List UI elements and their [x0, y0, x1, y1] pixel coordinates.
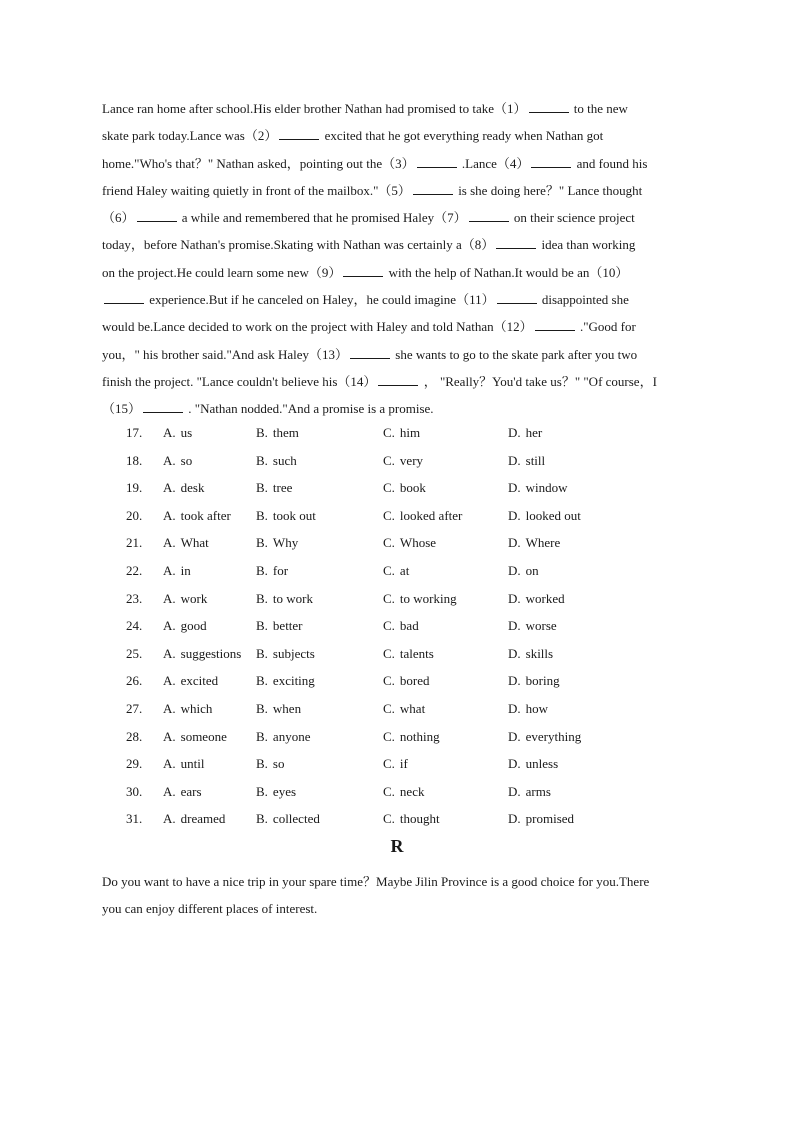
option-c — [383, 778, 424, 806]
question-number: 23. — [126, 590, 143, 606]
option-letter: C. — [383, 756, 395, 772]
question-row — [0, 502, 794, 530]
option-letter: B. — [256, 756, 268, 772]
option-text: Why — [272, 535, 299, 551]
option-letter: A. — [163, 811, 176, 827]
option-text: boring — [525, 673, 560, 689]
option-letter: A. — [163, 756, 176, 772]
option-d — [508, 557, 539, 585]
option-d — [508, 723, 581, 751]
option-letter: D. — [508, 618, 521, 634]
option-c — [383, 447, 423, 475]
answer-blank — [350, 346, 390, 359]
option-letter: C. — [383, 728, 395, 744]
option-text: looked out — [525, 507, 581, 523]
option-a — [163, 474, 204, 502]
option-text: when — [272, 700, 302, 716]
option-letter: B. — [256, 645, 268, 661]
option-letter: C. — [383, 783, 395, 799]
question-row — [0, 474, 794, 502]
option-text: worse — [525, 618, 557, 634]
option-text: such — [272, 452, 297, 468]
option-c — [383, 502, 462, 530]
option-c — [383, 474, 426, 502]
passage-text: you，" his brother said."And ask Haley（13） — [102, 346, 349, 362]
question-number: 28. — [126, 728, 143, 744]
option-letter: A. — [163, 618, 176, 634]
option-c — [383, 723, 440, 751]
option-text: excited — [180, 673, 219, 689]
option-letter: D. — [508, 783, 521, 799]
option-letter: A. — [163, 425, 176, 440]
answer-blank — [496, 236, 536, 249]
option-letter: B. — [256, 728, 268, 744]
passage-text: .Lance（4） — [458, 155, 530, 171]
option-b — [256, 640, 315, 668]
option-text: ears — [180, 783, 202, 799]
passage-text: ."Good for — [576, 319, 636, 335]
option-a — [163, 447, 192, 475]
passage-line — [102, 231, 712, 258]
option-d — [508, 805, 574, 833]
question-row — [0, 529, 794, 557]
passage-text: finish the project. "Lance couldn't believe his（14） — [102, 373, 377, 389]
option-letter: C. — [383, 645, 395, 661]
answer-blank — [535, 318, 575, 331]
option-letter: A. — [163, 562, 176, 578]
passage-text: disappointed she — [538, 292, 629, 308]
option-c — [383, 805, 440, 833]
option-c — [383, 695, 425, 723]
option-letter: B. — [256, 783, 268, 799]
option-letter: A. — [163, 452, 176, 468]
option-letter: A. — [163, 728, 176, 744]
option-c — [383, 612, 419, 640]
option-text: thought — [399, 811, 440, 827]
option-text: Where — [525, 535, 561, 551]
option-b — [256, 778, 296, 806]
option-a — [163, 585, 207, 613]
section-title: R — [390, 836, 404, 856]
option-letter: A. — [163, 783, 176, 799]
option-d — [508, 419, 542, 447]
option-d — [508, 778, 551, 806]
option-b — [256, 447, 297, 475]
question-number: 24. — [126, 618, 143, 634]
option-letter: D. — [508, 756, 521, 772]
option-letter: C. — [383, 507, 395, 523]
option-text: bad — [399, 618, 419, 634]
answer-blank — [417, 155, 457, 168]
option-text: what — [399, 700, 426, 716]
option-letter: B. — [256, 700, 268, 716]
option-letter: A. — [163, 700, 176, 716]
option-b — [256, 557, 288, 585]
option-a — [163, 695, 212, 723]
option-b — [256, 529, 298, 557]
passage-text: idea than working — [538, 237, 636, 253]
option-a — [163, 778, 202, 806]
option-letter: B. — [256, 425, 268, 440]
option-a — [163, 805, 225, 833]
option-d — [508, 695, 548, 723]
option-letter: A. — [163, 673, 176, 689]
option-text: in — [180, 562, 191, 578]
option-text: subjects — [272, 645, 315, 661]
option-text: tree — [272, 480, 293, 496]
option-letter: D. — [508, 645, 521, 661]
option-c — [383, 557, 409, 585]
option-letter: C. — [383, 480, 395, 496]
option-text: us — [180, 425, 193, 440]
option-a — [163, 557, 191, 585]
option-c — [383, 640, 434, 668]
passage-text: （15） — [102, 401, 142, 417]
option-text: someone — [180, 728, 227, 744]
option-text: took out — [272, 507, 316, 523]
option-a — [163, 502, 231, 530]
option-d — [508, 474, 568, 502]
answer-blank — [279, 127, 319, 140]
option-letter: A. — [163, 645, 176, 661]
option-text: Whose — [399, 535, 437, 551]
passage-line — [102, 95, 712, 122]
question-number: 26. — [126, 673, 143, 689]
option-letter: D. — [508, 562, 521, 578]
option-text: promised — [525, 811, 575, 827]
passage-line — [102, 341, 712, 368]
passage-line — [102, 150, 712, 177]
option-text: good — [180, 618, 207, 634]
option-letter: A. — [163, 535, 176, 551]
passage-line: you can enjoy different places of interest. — [102, 901, 318, 917]
option-letter: C. — [383, 562, 395, 578]
passage-text: would be.Lance decided to work on the project with Haley and told Nathan（12） — [102, 319, 533, 335]
passage-text: home."Who's that？" Nathan asked，pointing out the（3） — [102, 155, 415, 171]
option-letter: C. — [383, 811, 395, 827]
option-text: at — [399, 562, 410, 578]
option-text: talents — [399, 645, 434, 661]
option-text: unless — [525, 756, 559, 772]
option-letter: B. — [256, 673, 268, 689]
passage-text: on their science project — [510, 210, 635, 226]
passage-line — [102, 368, 712, 395]
option-b — [256, 695, 301, 723]
option-d — [508, 667, 560, 695]
option-text: arms — [525, 783, 551, 799]
option-d — [508, 502, 581, 530]
passage-line: Do you want to have a nice trip in your spare time？Maybe Jilin Province is a good choice for you.There — [102, 874, 650, 889]
passage-text: experience.But if he canceled on Haley，he could imagine（11） — [146, 292, 495, 308]
question-number: 18. — [126, 452, 143, 468]
option-letter: A. — [163, 480, 176, 496]
option-text: if — [399, 756, 408, 772]
question-row — [0, 805, 794, 833]
option-text: which — [180, 700, 213, 716]
option-letter: C. — [383, 425, 395, 440]
question-row — [0, 778, 794, 806]
passage-line — [102, 313, 712, 340]
passage-text: and found his — [573, 155, 648, 171]
option-a — [163, 750, 204, 778]
passage-text: skate park today.Lance was（2） — [102, 128, 278, 144]
answer-blank — [497, 291, 537, 304]
answer-blank — [378, 373, 418, 386]
passage-line — [102, 259, 712, 286]
option-b — [256, 805, 320, 833]
option-text: eyes — [272, 783, 297, 799]
passage-text: on the project.He could learn some new（9） — [102, 264, 342, 280]
option-text: What — [180, 535, 209, 551]
option-b — [256, 419, 299, 447]
option-a — [163, 723, 227, 751]
option-letter: D. — [508, 452, 521, 468]
reading-passage-intro — [102, 868, 712, 923]
option-text: still — [525, 452, 546, 468]
option-letter: B. — [256, 507, 268, 523]
option-letter: C. — [383, 673, 395, 689]
option-text: skills — [525, 645, 554, 661]
option-text: him — [399, 425, 421, 440]
question-number: 31. — [126, 811, 143, 827]
option-letter: D. — [508, 590, 521, 606]
option-text: collected — [272, 811, 320, 827]
option-text: better — [272, 618, 303, 634]
option-b — [256, 474, 292, 502]
option-c — [383, 419, 420, 447]
option-a — [163, 529, 209, 557]
option-letter: D. — [508, 480, 521, 496]
option-d — [508, 750, 558, 778]
option-letter: C. — [383, 700, 395, 716]
passage-line — [102, 286, 712, 313]
passage-text: Lance ran home after school.His elder brother Nathan had promised to take（1） — [102, 101, 527, 116]
answer-blank — [104, 291, 144, 304]
option-letter: B. — [256, 535, 268, 551]
option-text: on — [525, 562, 539, 578]
option-letter: D. — [508, 425, 521, 440]
option-text: looked after — [399, 507, 463, 523]
option-text: them — [272, 425, 299, 440]
option-c — [383, 667, 430, 695]
passage-line — [102, 122, 712, 149]
option-letter: D. — [508, 673, 521, 689]
option-text: work — [180, 590, 208, 606]
option-text: took after — [180, 507, 231, 523]
option-b — [256, 585, 313, 613]
passage-line — [102, 177, 712, 204]
passage-text: . "Nathan nodded."And a promise is a promise. — [185, 401, 434, 417]
question-number: 19. — [126, 480, 143, 496]
passage-text: a while and remembered that he promised Haley（7） — [178, 210, 467, 226]
question-number: 29. — [126, 756, 143, 772]
option-d — [508, 585, 565, 613]
option-letter: B. — [256, 562, 268, 578]
option-letter: B. — [256, 452, 268, 468]
option-b — [256, 723, 310, 751]
option-d — [508, 447, 545, 475]
passage-text: friend Haley waiting quietly in front of the mailbox."（5） — [102, 182, 411, 198]
answer-blank — [143, 400, 183, 413]
option-c — [383, 750, 408, 778]
option-letter: D. — [508, 507, 521, 523]
answer-blank — [343, 264, 383, 277]
passage-text: today，before Nathan's promise.Skating with Nathan was certainly a（8） — [102, 237, 495, 253]
option-text: desk — [180, 480, 205, 496]
option-text: for — [272, 562, 289, 578]
question-row — [0, 447, 794, 475]
question-options-list — [0, 419, 794, 833]
option-text: so — [180, 452, 193, 468]
option-text: dreamed — [180, 811, 226, 827]
option-letter: B. — [256, 480, 268, 496]
option-text: exciting — [272, 673, 315, 689]
question-number: 30. — [126, 783, 143, 799]
cloze-passage — [102, 95, 712, 423]
option-text: nothing — [399, 728, 440, 744]
option-letter: C. — [383, 590, 395, 606]
question-row — [0, 640, 794, 668]
option-letter: C. — [383, 618, 395, 634]
passage-text: （6） — [102, 210, 135, 226]
option-b — [256, 667, 315, 695]
question-row — [0, 695, 794, 723]
option-letter: C. — [383, 535, 395, 551]
question-row — [0, 585, 794, 613]
option-letter: B. — [256, 811, 268, 827]
option-b — [256, 750, 284, 778]
question-row — [0, 419, 794, 447]
question-row — [0, 557, 794, 585]
passage-line — [102, 204, 712, 231]
answer-blank — [469, 209, 509, 222]
option-text: how — [525, 700, 549, 716]
answer-blank — [531, 155, 571, 168]
option-text: so — [272, 756, 285, 772]
option-text: neck — [399, 783, 425, 799]
passage-text: she wants to go to the skate park after you two — [392, 346, 638, 362]
option-letter: A. — [163, 507, 176, 523]
question-row — [0, 723, 794, 751]
option-letter: D. — [508, 811, 521, 827]
option-text: anyone — [272, 728, 311, 744]
passage-text: excited that he got everything ready when Nathan got — [321, 128, 604, 144]
question-row — [0, 750, 794, 778]
answer-blank — [137, 209, 177, 222]
passage-text: ， "Really？You'd take us？" "Of course，I — [420, 373, 657, 389]
option-a — [163, 640, 241, 668]
option-d — [508, 612, 557, 640]
question-number: 22. — [126, 562, 143, 578]
option-a — [163, 612, 207, 640]
question-number: 21. — [126, 535, 143, 551]
option-letter: D. — [508, 728, 521, 744]
question-row — [0, 612, 794, 640]
option-text: book — [399, 480, 426, 496]
passage-text: is she doing here？" Lance thought — [454, 182, 643, 198]
option-text: to work — [272, 590, 314, 606]
question-number: 25. — [126, 645, 143, 661]
option-b — [256, 502, 316, 530]
option-text: until — [180, 756, 205, 772]
option-b — [256, 612, 303, 640]
answer-blank — [529, 100, 569, 113]
option-letter: D. — [508, 535, 521, 551]
option-text: very — [399, 452, 424, 468]
option-a — [163, 667, 218, 695]
option-text: bored — [399, 673, 430, 689]
question-number: 17. — [126, 425, 143, 440]
option-c — [383, 529, 436, 557]
option-letter: D. — [508, 700, 521, 716]
answer-blank — [413, 182, 453, 195]
option-d — [508, 640, 553, 668]
option-c — [383, 585, 457, 613]
question-number: 20. — [126, 507, 143, 523]
option-text: her — [525, 425, 543, 440]
question-row — [0, 667, 794, 695]
option-text: worked — [525, 590, 565, 606]
option-d — [508, 529, 560, 557]
option-a — [163, 419, 192, 447]
passage-text: to the new — [570, 101, 628, 116]
option-text: everything — [525, 728, 582, 744]
option-text: to working — [399, 590, 457, 606]
option-letter: C. — [383, 452, 395, 468]
option-letter: B. — [256, 618, 268, 634]
option-text: window — [525, 480, 568, 496]
passage-text: with the help of Nathan.It would be an（10） — [385, 264, 629, 280]
question-number: 27. — [126, 700, 143, 716]
option-letter: A. — [163, 590, 176, 606]
option-letter: B. — [256, 590, 268, 606]
option-text: suggestions — [180, 645, 242, 661]
